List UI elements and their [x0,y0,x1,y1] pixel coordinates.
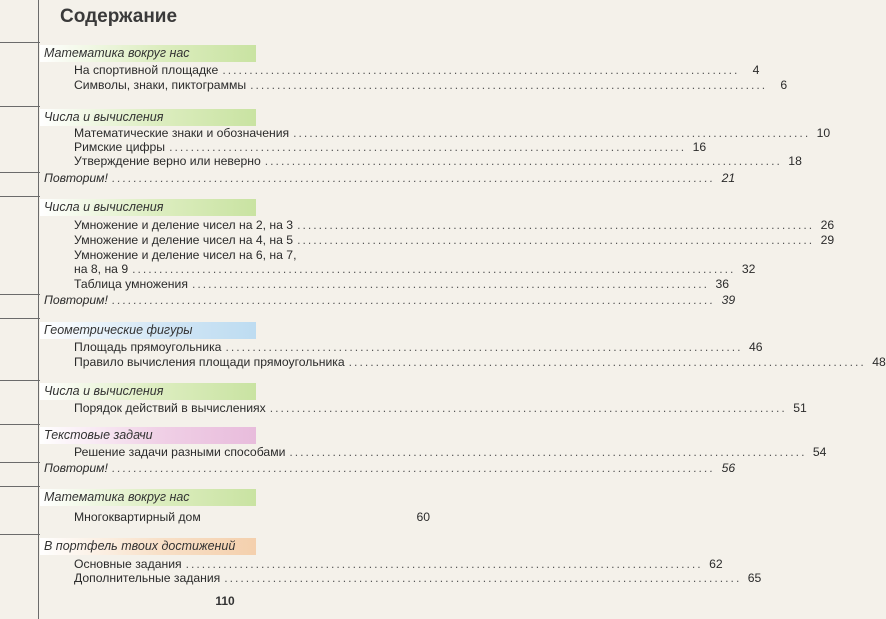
dot-leader: ................................................................................................ [250,78,768,92]
section-heading: Числа и вычисления [40,383,256,400]
entry-title: Умножение и деление чисел на 4, на 5 [74,233,294,247]
entry-title: Утверждение верно или неверно [74,154,261,168]
dot-leader: ................................................................................................ [269,401,787,415]
dot-leader: ................................................................................................ [264,154,782,168]
section-divider [0,42,40,43]
entry-page: 6 [780,78,788,92]
review-entry[interactable] [44,293,736,308]
section-heading: Геометрические фигуры [40,322,256,339]
page-title: Содержание [60,6,178,27]
toc-entry[interactable] [74,63,760,78]
section-divider [0,380,40,381]
dot-leader: ................................................................................................ [293,126,811,140]
entry-page: 51 [793,401,807,415]
section-heading: Числа и вычисления [40,199,256,216]
dot-leader: ................................................................................................ [222,63,740,77]
toc-entry[interactable] [74,233,835,248]
review-entry[interactable] [44,171,736,186]
entry-title: Таблица умножения [74,277,188,291]
toc-entry[interactable] [74,154,802,169]
entry-title: Порядок действий в вычислениях [74,401,266,415]
entry-page: 10 [816,126,831,140]
toc-entry[interactable] [74,262,756,277]
toc-entry[interactable] [74,218,835,233]
page-number: 110 [215,594,235,608]
review-divider [0,462,40,463]
toc-entry[interactable] [74,277,730,292]
toc-entry[interactable] [74,401,807,416]
section-heading: Математика вокруг нас [40,489,256,506]
toc-entry[interactable] [74,445,827,460]
section-heading: В портфель твоих достижений [40,538,256,555]
dot-leader: ................................................................................................ [169,140,687,154]
entry-title: Дополнительные задания [74,571,221,585]
review-page: 21 [721,171,736,185]
entry-title: Математические знаки и обозначения [74,126,290,140]
dot-leader: ................................................................................................................ [132,262,736,276]
review-page: 39 [721,293,736,307]
review-entry[interactable] [44,461,736,476]
toc-entry[interactable] [74,126,831,141]
review-divider [0,172,40,173]
section-divider [0,486,40,487]
toc-entry[interactable] [74,140,707,155]
dot-leader: ................................................................................................................ [111,171,716,185]
section-heading: Текстовые задачи [40,427,256,444]
review-page: 56 [721,461,736,475]
section-divider [0,318,40,319]
section-heading: Числа и вычисления [40,109,256,126]
entry-title: Площадь прямоугольника [74,340,222,354]
entry-page: 60 [416,510,430,524]
toc-entry[interactable] [74,340,763,355]
toc-entry[interactable] [74,557,723,572]
entry-page: 29 [820,233,835,247]
dot-leader: ................................................................................................................ [111,461,716,475]
entry-page: 54 [812,445,827,459]
dot-leader: ................................................................................................ [348,355,866,369]
entry-title: Умножение и деление чисел на 6, на 7, [74,248,297,262]
review-title: Повторим! [44,171,108,185]
entry-page: 62 [709,557,723,571]
toc-entry[interactable] [74,571,762,586]
entry-page: 46 [748,340,763,354]
review-title: Повторим! [44,461,108,475]
dot-leader: ................................................................................................ [297,233,815,247]
entry-page: 16 [692,140,707,154]
dot-leader: ................................................................................................ [191,277,710,291]
review-divider [0,294,40,295]
section-divider [0,106,40,107]
dot-leader: ................................................................................................ [224,571,742,585]
entry-page: 18 [788,154,802,168]
entry-page: 4 [752,63,760,77]
entry-title: на 8, на 9 [74,262,129,276]
entry-title: Многоквартирный дом [74,510,201,524]
toc-entry[interactable] [74,355,886,370]
dot-leader: ................................................................................................................ [111,293,716,307]
section-divider [0,196,40,197]
toc-entry[interactable] [74,248,430,263]
entry-page: 26 [820,218,835,232]
entry-page: 65 [747,571,762,585]
review-title: Повторим! [44,293,108,307]
toc-entry[interactable] [74,78,788,93]
dot-leader: ................................................................................................ [185,557,703,571]
dot-leader: ................................................................................................ [297,218,815,232]
entry-title: Решение задачи разными способами [74,445,286,459]
dot-leader: ................................................................................................ [225,340,743,354]
entry-page: 36 [715,277,730,291]
entry-page: 32 [741,262,756,276]
section-divider [0,534,40,535]
section-heading: Математика вокруг нас [40,45,256,62]
dot-leader: ................................................................................................ [289,445,807,459]
entry-title: На спортивной площадке [74,63,219,77]
section-divider [0,424,40,425]
margin-line [38,0,39,619]
entry-title: Правило вычисления площади прямоугольника [74,355,345,369]
entry-page: 48 [872,355,886,369]
entry-title: Умножение и деление чисел на 2, на 3 [74,218,294,232]
toc-entry[interactable] [74,510,430,525]
entry-title: Римские цифры [74,140,166,154]
entry-title: Основные задания [74,557,182,571]
entry-title: Символы, знаки, пиктограммы [74,78,247,92]
